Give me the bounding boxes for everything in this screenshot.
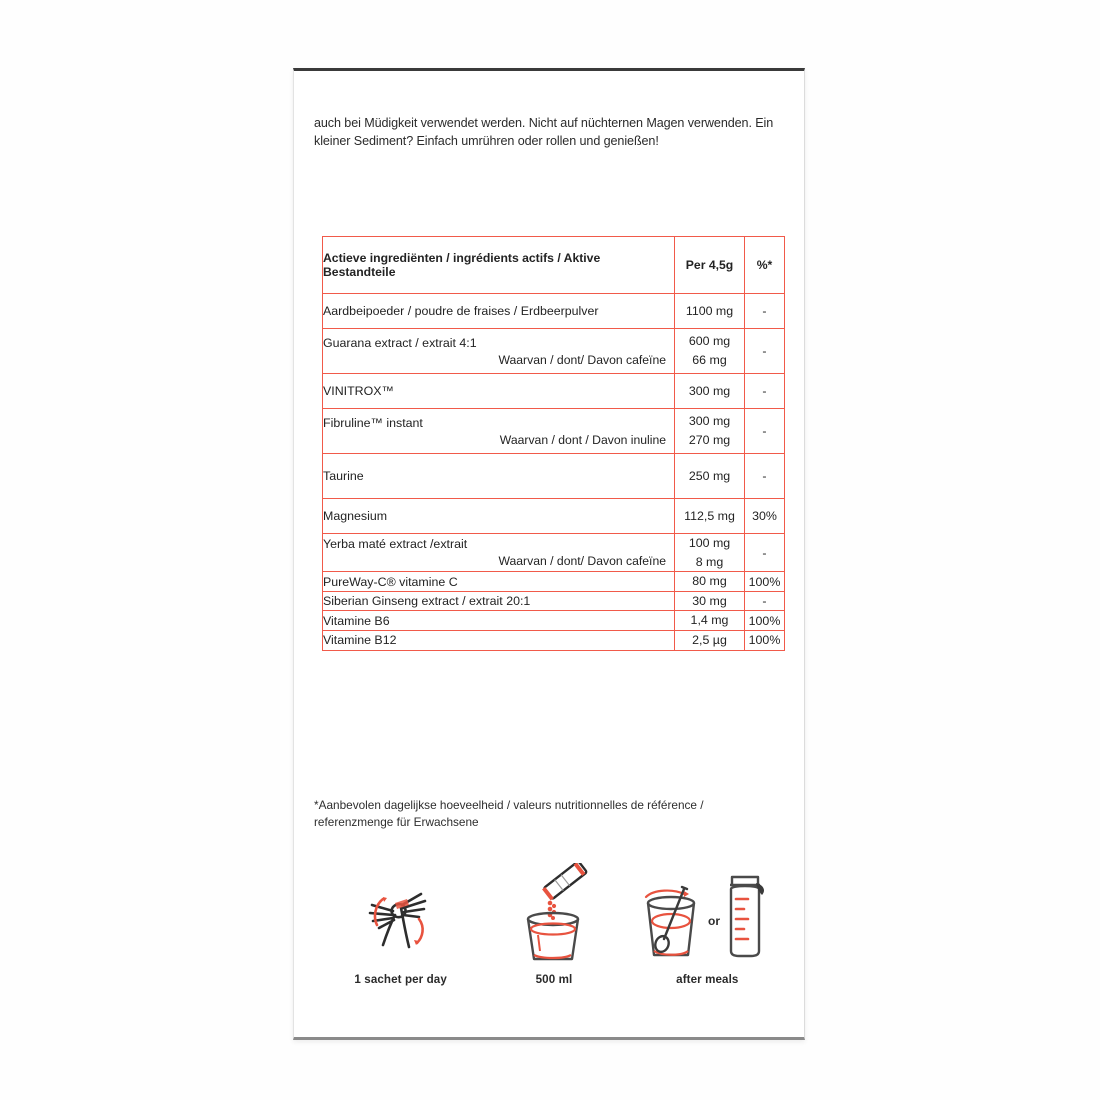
header-ingredient: Actieve ingrediënten / ingrédients actifs / Aktive Bestandteile	[323, 237, 675, 294]
table-row	[323, 611, 785, 631]
row-percent: 100%	[745, 611, 785, 631]
intro-paragraph: auch bei Müdigkeit verwendet werden. Nicht auf nüchternen Magen verwenden. Ein kleiner Sediment? Einfach umrühren oder rollen und genießen!	[314, 115, 774, 149]
row-percent: -	[745, 409, 785, 454]
ingredients-table-container	[322, 236, 784, 651]
row-subline: Waarvan / dont/ Davon cafeïne	[498, 554, 666, 569]
row-percent: -	[745, 294, 785, 329]
row-name: Magnesium	[323, 499, 675, 534]
row-amount: 2,5 µg	[675, 631, 745, 651]
table-footnote: *Aanbevolen dagelijkse hoeveelheid / valeurs nutritionnelles de référence / referenzmenge für Erwachsene	[314, 797, 704, 830]
table-header-row	[323, 237, 785, 294]
svg-text:or: or	[708, 914, 721, 928]
row-percent: -	[745, 591, 785, 611]
row-subline: Waarvan / dont / Davon inuline	[499, 432, 666, 447]
row-amount	[675, 329, 745, 374]
sachet-pouring-into-glass-icon	[498, 859, 610, 963]
row-name	[323, 329, 675, 374]
row-percent: -	[745, 329, 785, 374]
row-amount-secondary: 66 mg	[692, 353, 727, 367]
row-percent: -	[745, 374, 785, 409]
usage-step-1-label: 1 sachet per day	[354, 973, 447, 986]
row-subline: Waarvan / dont/ Davon cafeïne	[498, 352, 666, 367]
header-amount: Per 4,5g	[675, 237, 745, 294]
usage-instructions-row	[324, 859, 784, 986]
header-percent: %*	[745, 237, 785, 294]
usage-step-1	[326, 859, 476, 986]
row-amount: 250 mg	[675, 454, 745, 499]
row-name-text: Guarana extract / extrait 4:1	[323, 335, 477, 350]
usage-step-2	[479, 859, 629, 986]
row-name-text: Fibruline™ instant	[323, 415, 423, 430]
row-name: Vitamine B12	[323, 631, 675, 651]
row-name	[323, 534, 675, 572]
row-percent: 30%	[745, 499, 785, 534]
row-amount: 80 mg	[675, 572, 745, 592]
row-amount: 1100 mg	[675, 294, 745, 329]
table-row	[323, 591, 785, 611]
row-name	[323, 409, 675, 454]
row-amount: 112,5 mg	[675, 499, 745, 534]
glass-with-spoon-or-bottle-icon	[632, 859, 782, 963]
row-amount-primary: 100 mg	[688, 536, 731, 550]
table-row	[323, 329, 785, 374]
table-row	[323, 631, 785, 651]
row-percent: 100%	[745, 572, 785, 592]
ingredients-table	[322, 236, 785, 651]
row-name-text: Yerba maté extract /extrait	[323, 537, 468, 552]
row-amount	[675, 409, 745, 454]
table-row	[323, 572, 785, 592]
row-name: Siberian Ginseng extract / extrait 20:1	[323, 591, 675, 611]
table-row	[323, 374, 785, 409]
row-name: PureWay-C® vitamine C	[323, 572, 675, 592]
row-amount: 1,4 mg	[675, 611, 745, 631]
table-row	[323, 294, 785, 329]
row-name: VINITROX™	[323, 374, 675, 409]
table-row	[323, 454, 785, 499]
row-amount-secondary: 8 mg	[695, 554, 724, 569]
row-name: Taurine	[323, 454, 675, 499]
row-amount: 300 mg	[675, 374, 745, 409]
table-row	[323, 499, 785, 534]
row-name: Aardbeipoeder / poudre de fraises / Erdbeerpulver	[323, 294, 675, 329]
usage-step-2-label: 500 ml	[535, 973, 573, 986]
row-percent: 100%	[745, 631, 785, 651]
row-amount-primary: 300 mg	[688, 414, 731, 429]
usage-step-3	[632, 859, 782, 986]
hands-tearing-sachet-icon	[345, 859, 457, 963]
usage-step-3-label: after meals	[676, 973, 739, 986]
row-percent: -	[745, 534, 785, 572]
table-row	[323, 409, 785, 454]
table-row	[323, 534, 785, 572]
row-amount-secondary: 270 mg	[688, 433, 731, 447]
row-amount	[675, 534, 745, 572]
product-packaging-panel	[293, 68, 805, 1040]
row-amount-primary: 600 mg	[688, 334, 731, 349]
row-amount: 30 mg	[675, 591, 745, 611]
row-percent: -	[745, 454, 785, 499]
row-name: Vitamine B6	[323, 611, 675, 631]
